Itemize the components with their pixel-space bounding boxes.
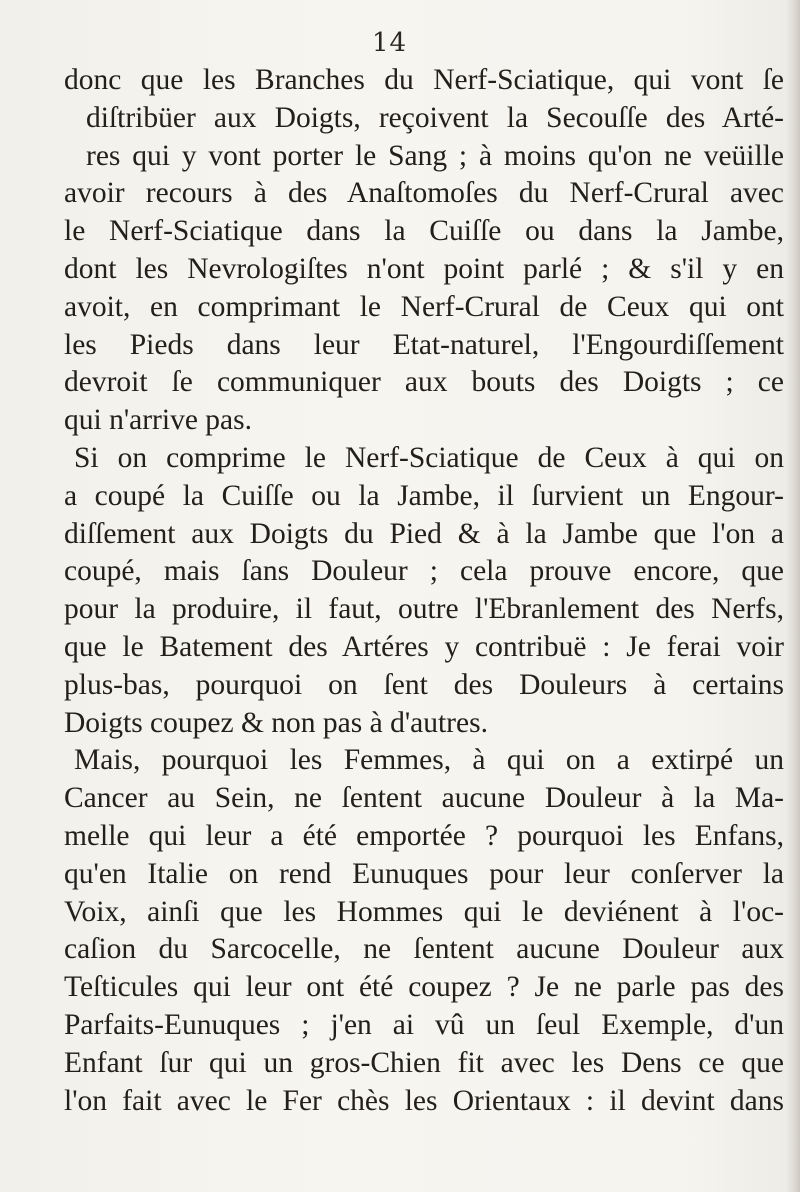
text-line: avoit, en comprimant le Nerf-Crural de Ceux qui ont [64,290,784,323]
text-line: qui n'arrive pas. [64,404,252,437]
text-line: qu'en Italie on rend Eunuques pour leur conſerver la [64,857,784,890]
text-line: avoir recours à des Anaſtomoſes du Nerf-Crural avec [64,177,784,210]
text-line: coupé, mais ſans Douleur ; cela prouve encore, que [64,555,784,588]
text-line: Teſticules qui leur ont été coupez ? Je ne parle pas des [64,971,784,1004]
text-line: donc que les Branches du Nerf-Sciatique, qui vont ſe [64,64,784,96]
text-line: Doigts coupez & non pas à d'autres. [64,706,488,739]
text-line: caſion du Sarcocelle, ne ſentent aucune Douleur aux [64,933,784,966]
text-line: melle qui leur a été emportée ? pourquoi les Enfans, [64,819,784,852]
text-line: l'on fait avec le Fer chès les Orientaux : il devint dans [64,1084,784,1117]
text-line: le Nerf-Sciatique dans la Cuiſſe ou dans la Jambe, [64,215,784,248]
text-line: Cancer au Sein, ne ſentent aucune Douleur à la Ma- [64,782,784,815]
text-line: diſſement aux Doigts du Pied & à la Jambe que l'on a [64,517,784,550]
text-line: les Pieds dans leur Etat-naturel, l'Engourdiſſement [64,328,784,361]
text-line: res qui y vont porter le Sang ; à moins qu'on ne veüille [86,139,784,172]
paragraph-start-line: Mais, pourquoi les Femmes, à qui on a extirpé un [74,744,784,777]
text-line: Voix, ainſi que les Hommes qui le deviénent à l'oc- [64,895,784,928]
text-line: diſtribüer aux Doigts, reçoivent la Secouſſe des Arté- [86,101,784,134]
text-line: dont les Nevrologiſtes n'ont point parlé ; & s'il y en [64,252,784,285]
text-line: plus-bas, pourquoi on ſent des Douleurs à certains [64,668,784,701]
text-line: pour la produire, il faut, outre l'Ebranlement des Nerfs, [64,593,784,626]
text-line: devroit ſe communiquer aux bouts des Doigts ; ce [64,366,784,399]
body-text [64,62,784,1120]
page-number: 14 [372,28,408,58]
text-line: a coupé la Cuiſſe ou la Jambe, il ſurvient un Engour- [64,479,784,512]
text-line: Parfaits-Eunuques ; j'en ai vû un ſeul Exemple, d'un [64,1008,784,1041]
text-line: Enfant ſur qui un gros-Chien fit avec les Dens ce que [64,1046,784,1079]
text-line: que le Batement des Artéres y contribuë : Je ferai voir [64,630,784,663]
page-edge-shadow [786,0,800,1192]
paragraph-start-line: Si on comprime le Nerf-Sciatique de Ceux à qui on [74,441,784,474]
